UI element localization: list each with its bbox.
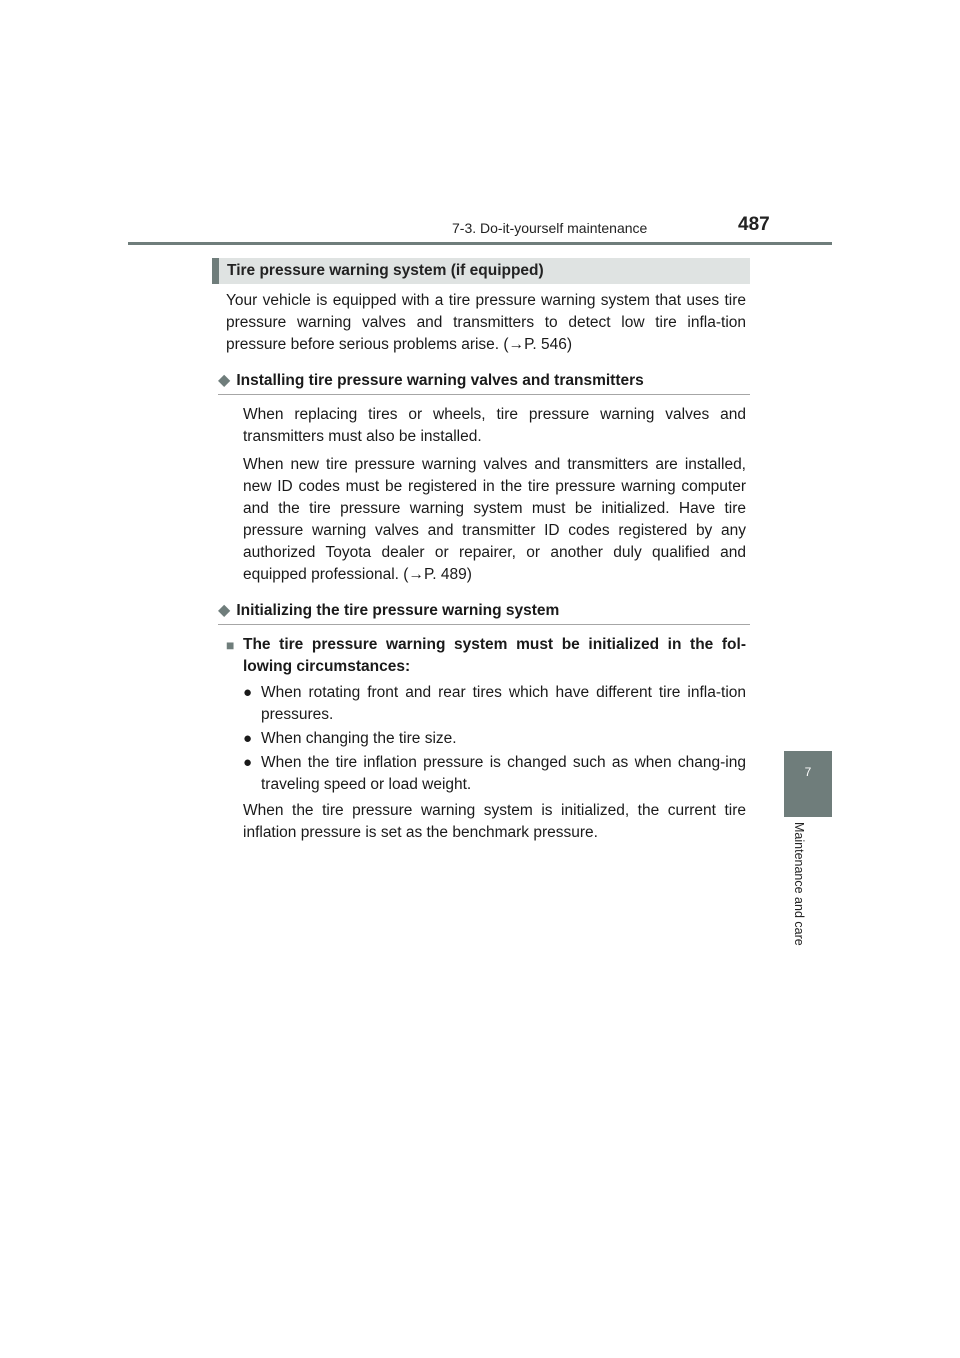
header-section-title: 7-3. Do-it-yourself maintenance (452, 220, 648, 236)
installing-paragraph-1: When replacing tires or wheels, tire pressure warning valves and transmitters must also be installed. (243, 406, 746, 445)
subsection-heading-installing (218, 370, 750, 395)
chapter-label: Maintenance and care (792, 822, 806, 946)
diamond-icon: ◆ (218, 372, 231, 389)
list-item: ● When changing the tire size. (243, 728, 746, 750)
diamond-icon: ◆ (218, 602, 231, 619)
section-title-bar (212, 258, 750, 284)
bullet-dot-icon: ● (243, 754, 253, 771)
condition-heading (226, 634, 746, 678)
intro-paragraph: Your vehicle is equipped with a tire pressure warning system that uses tire pressure warning valves and transmitters to detect low tire infla-tion pressure before serious problems arise. (→P. 546) (226, 292, 746, 353)
main-content (218, 290, 746, 844)
section-title: Tire pressure warning system (if equipped) (227, 262, 544, 279)
bullet-dot-icon: ● (243, 730, 253, 747)
chapter-tab (784, 751, 832, 817)
circumstance-list (243, 682, 746, 796)
subsection-title: Installing tire pressure warning valves and transmitters (236, 372, 644, 389)
bullet-dot-icon: ● (243, 684, 253, 701)
subsection-title: Initializing the tire pressure warning system (236, 602, 560, 619)
page-number: 487 (738, 214, 770, 235)
condition-text: The tire pressure warning system must be initialized in the fol-lowing circumstances: (243, 636, 746, 675)
header-rule (128, 242, 832, 245)
closing-paragraph: When the tire pressure warning system is initialized, the current tire inflation pressure is set as the benchmark pressure. (243, 802, 746, 841)
square-bullet-icon: ■ (226, 637, 235, 653)
subsection-heading-initializing (218, 600, 750, 625)
installing-paragraph-2: When new tire pressure warning valves and transmitters are installed, new ID codes must be registered in the tire pressure warning computer and the tire pressure warning system must be initialized. Have tire pressure warning valves and transmitter ID codes registered by any authorized Toyota dealer or repairer, or another duly qualified and equipped professional. (→P. 489) (243, 456, 746, 583)
chapter-number: 7 (804, 765, 812, 779)
list-item: ● When rotating front and rear tires which have different tire infla-tion pressures. (243, 682, 746, 726)
list-item: ● When the tire inflation pressure is changed such as when chang-ing traveling speed or load weight. (243, 752, 746, 796)
